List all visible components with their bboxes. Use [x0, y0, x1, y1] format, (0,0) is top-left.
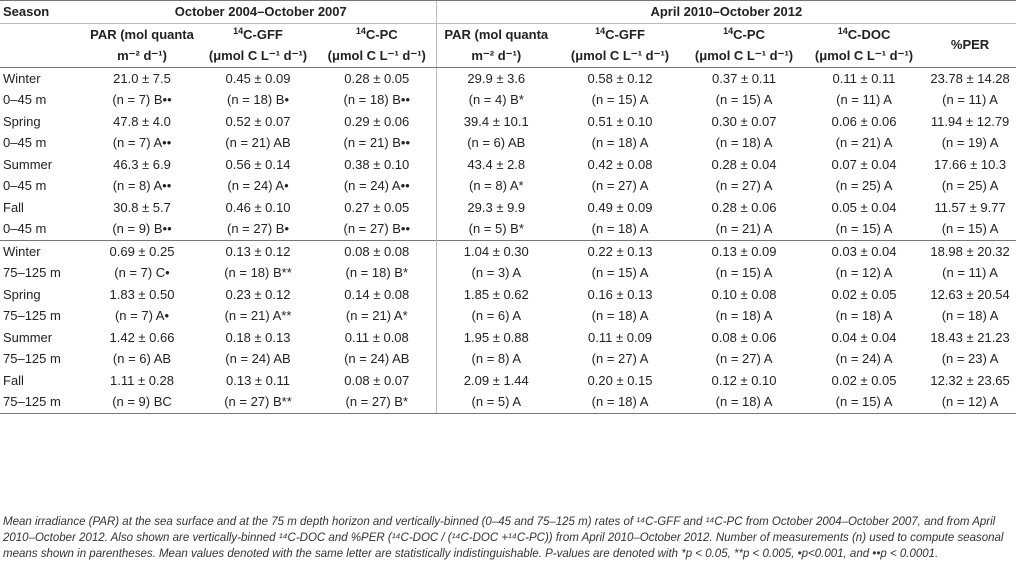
table-row — [0, 370, 1016, 392]
table-cell: 0.27 ± 0.05 — [344, 199, 410, 215]
table-cell: 0.02 ± 0.05 — [831, 372, 897, 388]
table-cell: (n = 8) A* — [436, 175, 556, 197]
table-cell: 0.37 ± 0.11 — [712, 70, 777, 86]
table-cell: (n = 18) B•• — [343, 92, 411, 107]
table-cell: (n = 4) B* — [436, 89, 556, 111]
table-cell: 0.12 ± 0.10 — [711, 372, 777, 388]
table-cell: 0.30 ± 0.07 — [711, 113, 777, 129]
table-cell: 0.10 ± 0.08 — [711, 286, 777, 302]
table-cell: (n = 25) A — [941, 178, 999, 193]
table-cell: 43.4 ± 2.8 — [436, 154, 556, 176]
table-cell: (n = 18) A — [591, 308, 649, 323]
row-label: Spring — [3, 286, 41, 302]
table-cell: 0.04 ± 0.04 — [831, 329, 897, 345]
table-cell: (n = 3) A — [436, 262, 556, 284]
table-cell: 1.04 ± 0.30 — [436, 240, 556, 262]
table-cell: 23.78 ± 14.28 — [930, 70, 1010, 86]
table-cell: 0.11 ± 0.08 — [344, 329, 409, 345]
table-cell: 0.08 ± 0.08 — [318, 240, 436, 262]
table-cell: 12.32 ± 23.65 — [930, 372, 1010, 388]
table-row — [0, 218, 1016, 240]
table-cell: (n = 11) A — [942, 92, 998, 107]
table-cell: (n = 18) B• — [227, 92, 289, 107]
table-cell: (n = 24) A• — [227, 178, 289, 193]
table-cell: 0.13 ± 0.09 — [684, 240, 804, 262]
table-cell: (n = 7) A• — [114, 308, 170, 323]
table-cell: (n = 6) AB — [112, 351, 172, 366]
table-row — [0, 154, 1016, 176]
table-cell: 0.45 ± 0.09 — [225, 70, 291, 86]
row-label: Fall — [3, 199, 24, 215]
table-row — [0, 111, 1016, 133]
table-row — [0, 89, 1016, 111]
table-cell: 0.23 ± 0.12 — [225, 286, 291, 302]
col-p2-par: PAR (mol quanta m⁻² d⁻¹) — [436, 23, 556, 67]
row-label: Winter — [0, 240, 86, 262]
table-cell: 0.38 ± 0.10 — [344, 156, 410, 172]
row-label: 75–125 m — [3, 308, 61, 323]
season-header: Season — [0, 1, 86, 24]
table-cell: 0.28 ± 0.05 — [344, 70, 410, 86]
table-cell: (n = 15) A — [591, 92, 649, 107]
table-cell: 0.52 ± 0.07 — [225, 113, 291, 129]
row-label: 0–45 m — [3, 221, 47, 236]
table-cell: 0.28 ± 0.04 — [711, 156, 777, 172]
table-cell: 0.42 ± 0.08 — [587, 156, 653, 172]
row-label: 0–45 m — [3, 178, 47, 193]
table-cell: 0.11 ± 0.11 — [832, 70, 896, 86]
col-p2-per: %PER — [924, 23, 1016, 67]
table-cell: (n = 7) A•• — [112, 135, 172, 150]
row-label: Spring — [3, 113, 41, 129]
table-cell: 0.49 ± 0.09 — [587, 199, 653, 215]
table-cell: (n = 15) A — [941, 221, 999, 236]
table-cell: 30.8 ± 5.7 — [113, 199, 171, 215]
table-cell: 11.94 ± 12.79 — [930, 113, 1010, 129]
table-cell: (n = 27) B• — [227, 221, 289, 236]
table-cell: (n = 23) A — [941, 351, 999, 366]
row-label: 75–125 m — [0, 391, 86, 413]
row-label: Summer — [3, 329, 53, 345]
table-cell: 29.9 ± 3.6 — [436, 67, 556, 89]
row-label: 0–45 m — [3, 92, 47, 107]
col-p2-gff: $^{14}$C-GFF (μmol C L⁻¹ d⁻¹) — [556, 23, 684, 67]
table-cell: 17.66 ± 10.3 — [933, 156, 1007, 172]
table-cell: (n = 8) A — [436, 348, 556, 370]
table-cell: (n = 18) A — [591, 135, 649, 150]
table-cell: 0.08 ± 0.06 — [711, 329, 777, 345]
table-cell: (n = 27) A — [715, 178, 773, 193]
table-cell: 0.08 ± 0.07 — [344, 372, 410, 388]
table-cell: 12.63 ± 20.54 — [930, 286, 1010, 302]
table-caption: Mean irradiance (PAR) at the sea surface and at the 75 m depth horizon and vertically-binned (0–45 and 75–125 m) rates of ¹⁴C-GFF and ¹⁴C-PC from October 2004–October 2007, and from April 2010–October 2012. Also shown are vertically-binned ¹⁴C-DOC and %PER (¹⁴C-DOC / (¹⁴C-DOC +¹⁴C-PC)) from April 2010–October 2012. Number of measurements (n) used to compute seasonal means shown in parentheses. Mean values denoted with the same letter are statistically indistinguishable. P-values are denoted with *p < 0.05, **p < 0.005, •p<0.001, and ••p < 0.0001. — [3, 516, 1004, 560]
table-cell: (n = 18) A — [835, 308, 893, 323]
table-cell: (n = 18) B** — [224, 265, 292, 280]
table-cell: 0.16 ± 0.13 — [587, 286, 653, 302]
table-cell: 1.95 ± 0.88 — [436, 327, 556, 349]
table-cell: (n = 9) BC — [86, 391, 198, 413]
table-row — [0, 67, 1016, 89]
table-cell: (n = 27) A — [715, 351, 773, 366]
table-cell: (n = 21) A* — [345, 308, 408, 323]
table-cell: (n = 27) B•• — [343, 221, 411, 236]
table-cell: 18.98 ± 20.32 — [924, 240, 1016, 262]
table-cell: 0.03 ± 0.04 — [804, 240, 924, 262]
table-cell: 1.85 ± 0.62 — [436, 284, 556, 306]
table-cell: 0.29 ± 0.06 — [344, 113, 410, 129]
table-cell: (n = 12) A — [835, 265, 893, 280]
table-cell: 0.56 ± 0.14 — [225, 156, 291, 172]
table-cell: (n = 11) A — [836, 92, 892, 107]
table-cell: 39.4 ± 10.1 — [436, 111, 556, 133]
table-cell: 2.09 ± 1.44 — [436, 370, 556, 392]
col-p1-gff: $^{14}$C-GFF (μmol C L⁻¹ d⁻¹) — [198, 23, 318, 67]
table-cell: (n = 5) B* — [436, 218, 556, 240]
table-cell: (n = 21) A — [715, 221, 773, 236]
col-p2-doc: $^{14}$C-DOC (μmol C L⁻¹ d⁻¹) — [804, 23, 924, 67]
table-cell: (n = 15) A — [591, 265, 649, 280]
col-p2-pc: $^{14}$C-PC (μmol C L⁻¹ d⁻¹) — [684, 23, 804, 67]
table-cell: 47.8 ± 4.0 — [113, 113, 171, 129]
table-cell: (n = 18) A — [556, 391, 684, 413]
table-cell: (n = 21) B•• — [343, 135, 411, 150]
table-cell: 0.11 ± 0.09 — [588, 329, 653, 345]
col-p1-par: PAR (mol quanta m⁻² d⁻¹) — [86, 23, 198, 67]
table-cell: (n = 18) A — [715, 135, 773, 150]
table-cell: 0.69 ± 0.25 — [86, 240, 198, 262]
table-cell: 0.20 ± 0.15 — [587, 372, 653, 388]
table-cell: (n = 24) AB — [344, 351, 410, 366]
table-cell: (n = 27) A — [591, 351, 649, 366]
table-cell: (n = 15) A — [715, 92, 773, 107]
table-cell: 46.3 ± 6.9 — [113, 156, 171, 172]
table-row — [0, 240, 1016, 262]
table-cell: 0.05 ± 0.04 — [831, 199, 897, 215]
table-row — [0, 132, 1016, 154]
table-cell: (n = 25) A — [835, 178, 893, 193]
table-cell: 21.0 ± 7.5 — [113, 70, 171, 86]
table-cell: 0.13 ± 0.12 — [198, 240, 318, 262]
table-row — [0, 327, 1016, 349]
table-cell: (n = 18) B* — [345, 265, 409, 280]
table-cell: 0.07 ± 0.04 — [831, 156, 897, 172]
table-cell: 0.14 ± 0.08 — [344, 286, 410, 302]
table-cell: 1.83 ± 0.50 — [109, 286, 175, 302]
table-cell: (n = 15) A — [804, 391, 924, 413]
table-cell: (n = 19) A — [941, 135, 999, 150]
table-cell: (n = 24) A•• — [343, 178, 410, 193]
table-cell: 18.43 ± 21.23 — [930, 329, 1010, 345]
blank-header-cell — [0, 23, 86, 67]
row-label: 0–45 m — [3, 135, 47, 150]
table-cell: (n = 18) A — [591, 221, 649, 236]
table-cell: (n = 6) A — [436, 305, 556, 327]
period1-header: October 2004–October 2007 — [86, 1, 436, 24]
table-row — [0, 305, 1016, 327]
row-label: Winter — [3, 70, 41, 86]
period2-header: April 2010–October 2012 — [436, 1, 1016, 24]
table-cell: (n = 18) A — [715, 308, 773, 323]
table-cell: (n = 18) A — [684, 391, 804, 413]
table-cell: (n = 21) AB — [225, 135, 291, 150]
table-cell: 0.58 ± 0.12 — [587, 70, 653, 86]
table-cell: (n = 21) A** — [224, 308, 292, 323]
table-row — [0, 391, 1016, 413]
table-cell: (n = 27) A — [591, 178, 649, 193]
table-cell: 0.18 ± 0.13 — [225, 329, 291, 345]
table-cell: 0.13 ± 0.11 — [226, 372, 290, 388]
table-row — [0, 284, 1016, 306]
table-cell: (n = 21) A — [835, 135, 893, 150]
row-label: 75–125 m — [3, 265, 61, 280]
table-cell: 0.22 ± 0.13 — [556, 240, 684, 262]
table-cell: (n = 18) A — [941, 308, 999, 323]
table-row — [0, 348, 1016, 370]
table-cell: (n = 27) B* — [318, 391, 436, 413]
table-cell: (n = 8) A•• — [112, 178, 172, 193]
table-cell: 11.57 ± 9.77 — [934, 199, 1006, 215]
table-cell: (n = 6) AB — [436, 132, 556, 154]
table-cell: 1.42 ± 0.66 — [109, 329, 175, 345]
row-label: Summer — [3, 156, 53, 172]
table-cell: 29.3 ± 9.9 — [436, 197, 556, 219]
table-cell: 1.11 ± 0.28 — [110, 372, 174, 388]
table-row — [0, 262, 1016, 284]
table-cell: (n = 15) A — [835, 221, 893, 236]
table-cell: (n = 24) AB — [225, 351, 291, 366]
table-cell: (n = 9) B•• — [112, 221, 172, 236]
table-cell: 0.28 ± 0.06 — [711, 199, 777, 215]
table-cell: (n = 7) B•• — [112, 92, 172, 107]
table-row — [0, 197, 1016, 219]
table-cell: 0.06 ± 0.06 — [831, 113, 897, 129]
table-cell: (n = 24) A — [835, 351, 893, 366]
row-label: 75–125 m — [3, 351, 61, 366]
table-cell: (n = 27) B** — [198, 391, 318, 413]
col-p1-pc: $^{14}$C-PC (μmol C L⁻¹ d⁻¹) — [318, 23, 436, 67]
row-label: Fall — [3, 372, 24, 388]
table-cell: (n = 15) A — [715, 265, 773, 280]
table-cell: (n = 12) A — [924, 391, 1016, 413]
table-cell: (n = 5) A — [436, 391, 556, 413]
table-cell: (n = 11) A — [942, 265, 998, 280]
table-row — [0, 175, 1016, 197]
table-cell: 0.02 ± 0.05 — [831, 286, 897, 302]
table-body — [0, 67, 1016, 413]
table-cell: 0.46 ± 0.10 — [225, 199, 291, 215]
table-cell: 0.51 ± 0.10 — [587, 113, 653, 129]
table-cell: (n = 7) C• — [114, 265, 170, 280]
